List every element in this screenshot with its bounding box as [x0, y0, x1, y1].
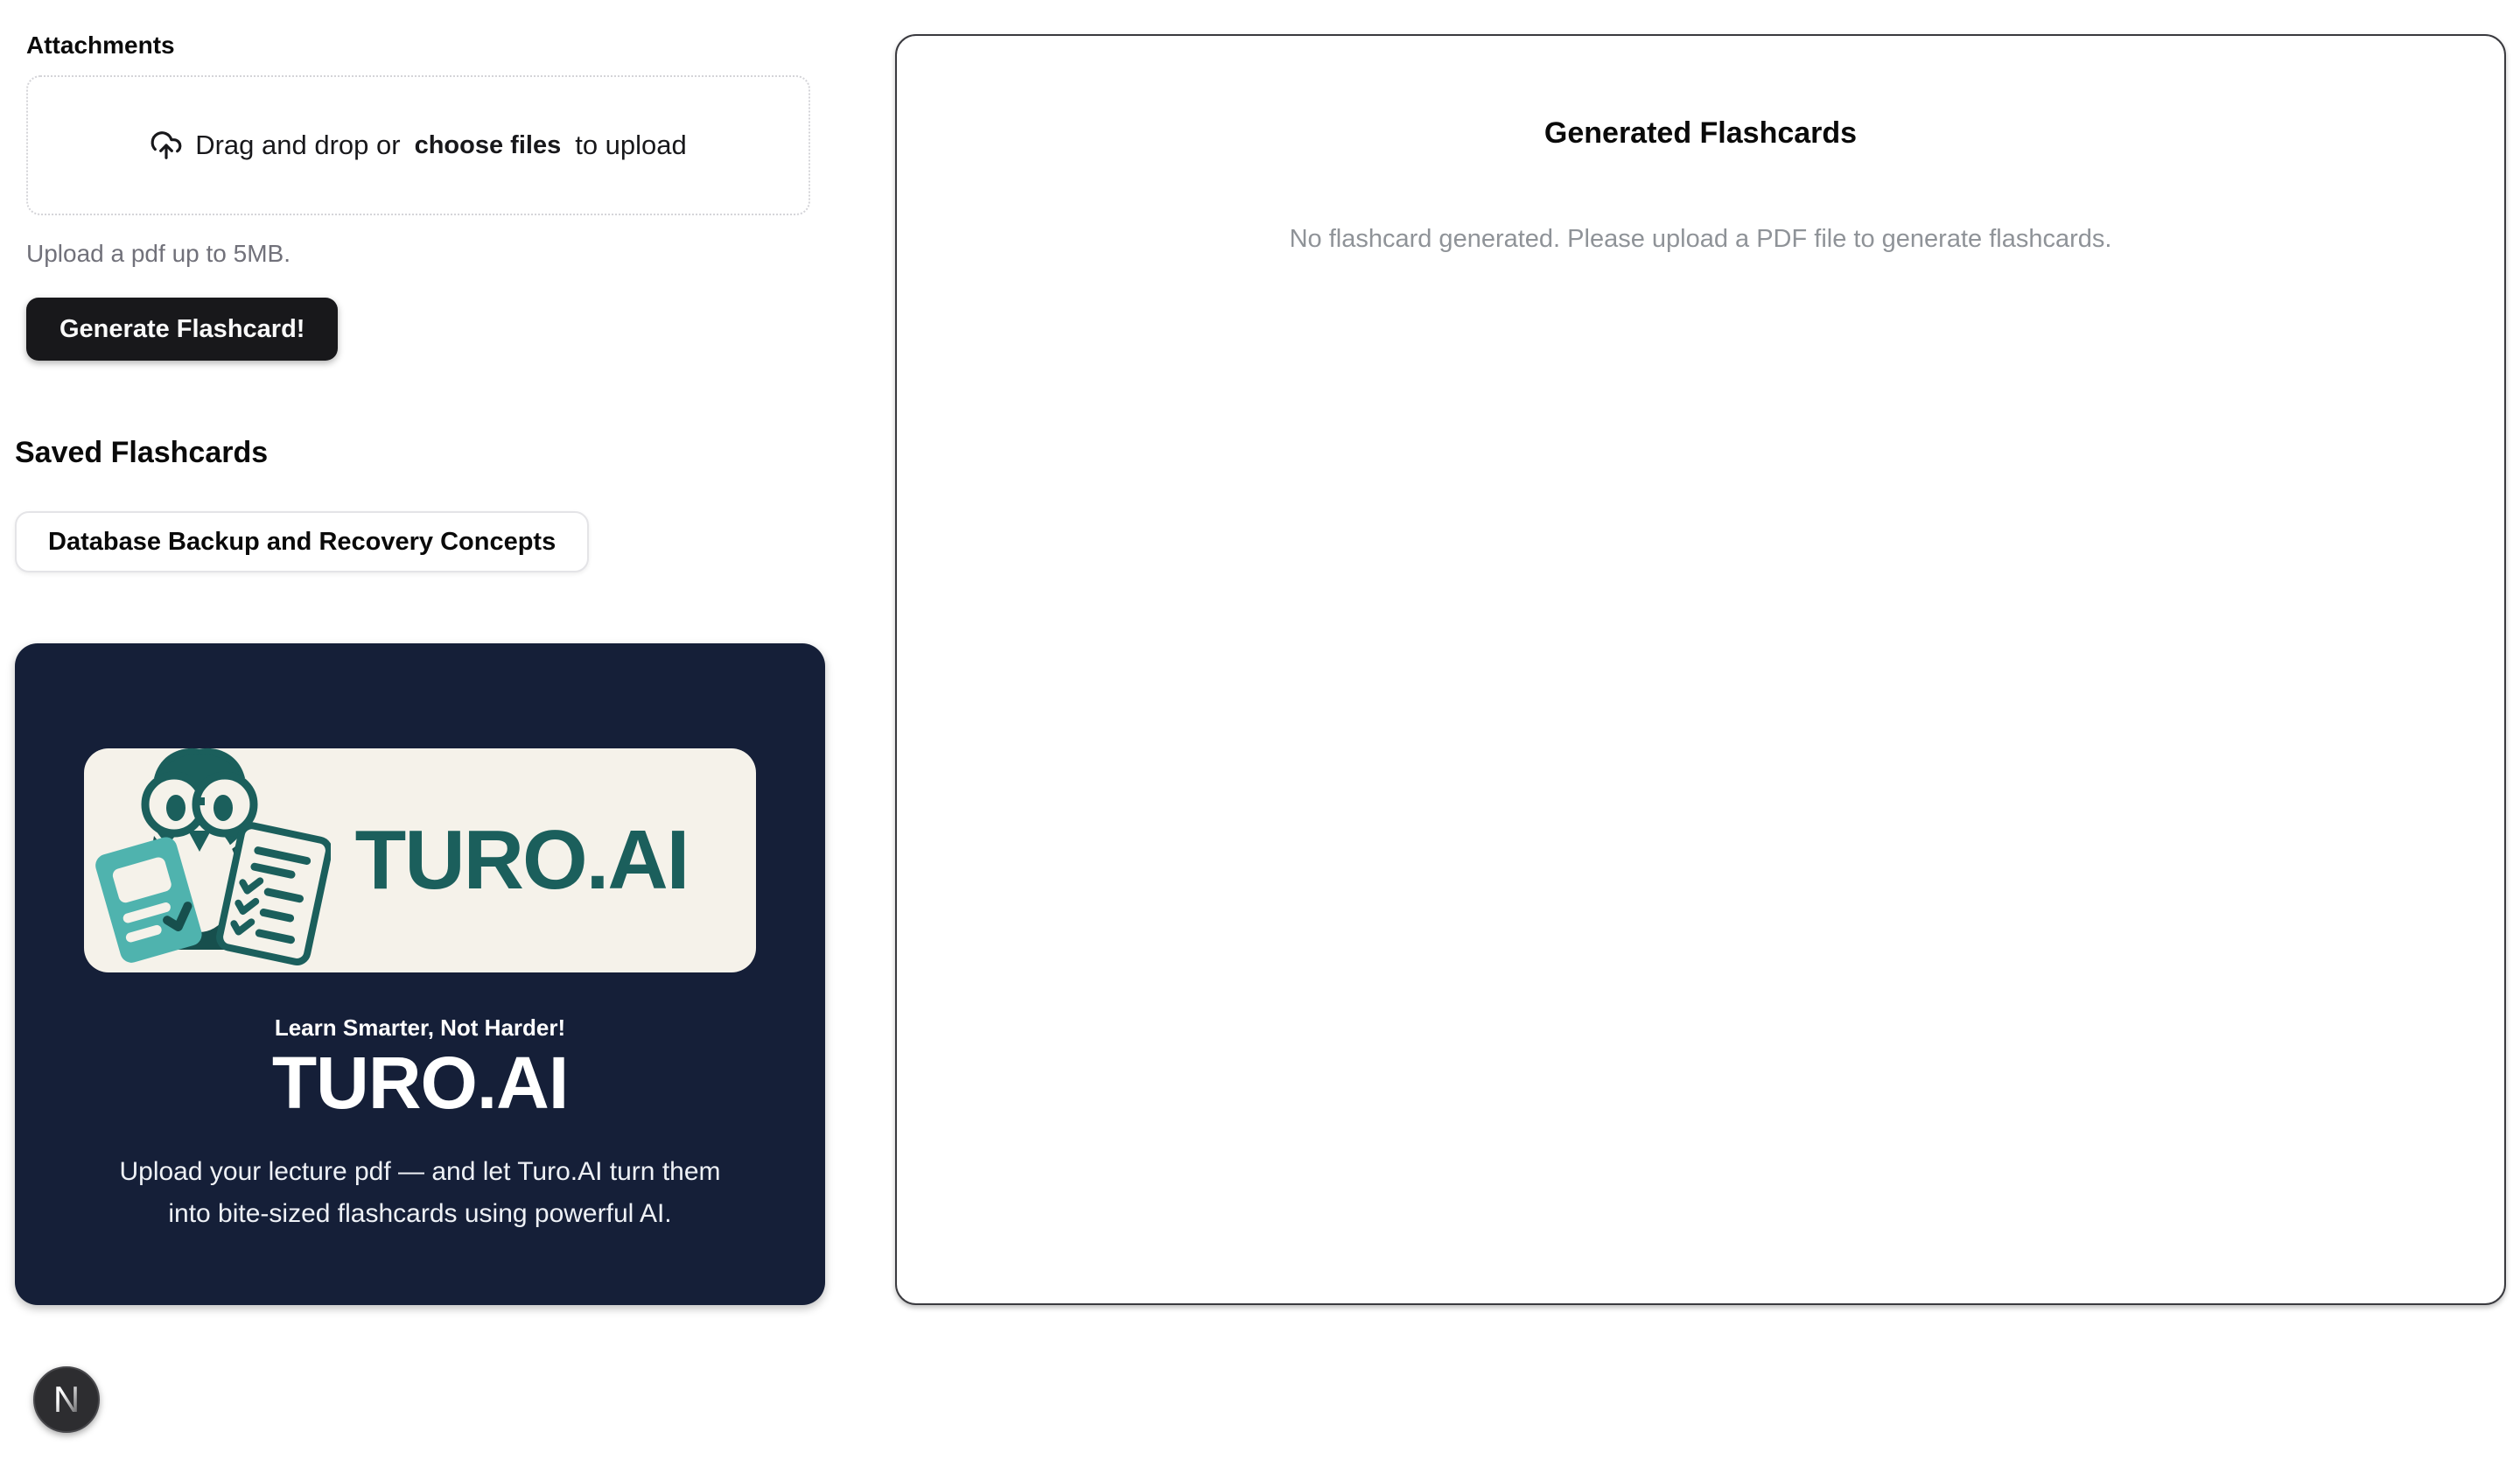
owl-logo-icon	[86, 738, 331, 1014]
upload-helper-text: Upload a pdf up to 5MB.	[26, 240, 290, 267]
nextjs-n-icon	[35, 1368, 98, 1431]
saved-flashcard-item[interactable]: Database Backup and Recovery Concepts	[15, 511, 589, 572]
saved-flashcards-heading: Saved Flashcards	[15, 436, 269, 469]
promo-title: TURO.AI	[271, 1042, 569, 1124]
nextjs-dev-indicator[interactable]	[33, 1366, 100, 1433]
avatar-initial: N	[52, 1379, 80, 1420]
upload-dropzone[interactable]	[26, 75, 810, 215]
cloud-upload-icon	[150, 129, 183, 162]
promo-description-line1: Upload your lecture pdf — and let Turo.AI turn them	[119, 1157, 721, 1186]
dropzone-upload-suffix: to upload	[575, 130, 687, 160]
promo-card	[15, 643, 825, 1305]
logo-wordmark: TURO.AI	[354, 813, 689, 907]
promo-tagline: Learn Smarter, Not Harder!	[274, 1014, 566, 1041]
choose-files-button[interactable]: choose files	[414, 130, 562, 159]
promo-description	[15, 1151, 825, 1235]
promo-description-line2: into bite-sized flashcards using powerful AI.	[168, 1199, 672, 1228]
dropzone-drag-text: Drag and drop or	[195, 130, 401, 160]
empty-state-message: No flashcard generated. Please upload a PDF file to generate flashcards.	[1289, 225, 2112, 253]
attachments-label: Attachments	[26, 32, 175, 59]
generate-flashcard-button[interactable]: Generate Flashcard!	[26, 298, 338, 361]
generated-flashcards-panel	[895, 34, 2506, 1305]
generated-flashcards-heading: Generated Flashcards	[1544, 116, 1858, 150]
logo-plate	[84, 748, 756, 972]
